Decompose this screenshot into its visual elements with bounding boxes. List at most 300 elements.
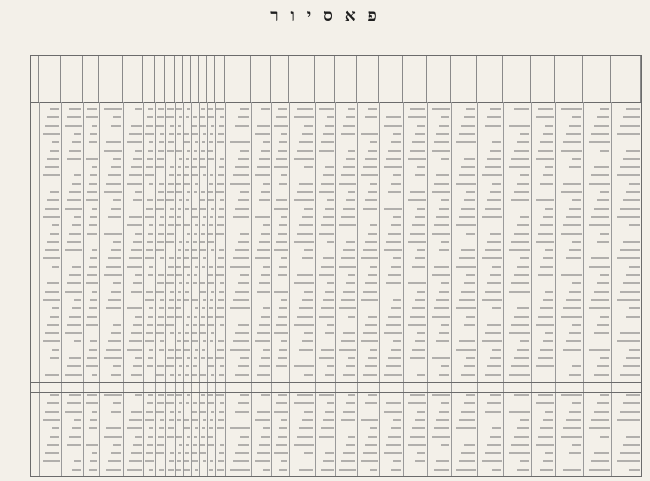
print-mark (218, 419, 224, 421)
print-mark (492, 307, 501, 309)
print-mark (361, 340, 378, 342)
print-mark (543, 174, 554, 176)
print-mark (441, 158, 449, 160)
print-mark (274, 208, 288, 210)
print-mark (600, 108, 610, 110)
print-mark (346, 365, 356, 367)
print-mark (597, 324, 610, 326)
print-mark (65, 374, 82, 376)
column-rule (165, 102, 166, 476)
print-mark (200, 116, 205, 118)
print-mark (52, 224, 60, 226)
print-mark (297, 316, 314, 318)
print-mark (259, 324, 270, 326)
print-mark (240, 233, 249, 235)
print-mark (87, 108, 97, 110)
print-mark (216, 316, 224, 318)
print-mark (217, 266, 224, 268)
print-mark (297, 274, 314, 276)
print-mark (146, 208, 154, 210)
print-mark (343, 291, 355, 293)
print-mark (536, 241, 554, 243)
print-mark (323, 257, 334, 259)
print-mark (200, 125, 206, 127)
print-mark (327, 116, 334, 118)
print-mark (86, 116, 98, 118)
print-mark (594, 374, 609, 376)
print-mark (441, 116, 449, 118)
print-mark (185, 291, 189, 293)
print-mark (149, 349, 153, 351)
print-mark (217, 224, 224, 226)
print-mark (170, 125, 174, 127)
print-mark (210, 419, 214, 421)
print-mark (299, 224, 313, 226)
print-mark (146, 125, 154, 127)
print-mark (386, 241, 402, 243)
print-mark (177, 340, 181, 342)
print-mark (363, 166, 377, 168)
print-mark (545, 166, 553, 168)
print-mark (69, 108, 81, 110)
print-mark (626, 316, 640, 318)
print-mark (540, 349, 553, 351)
print-mark (441, 241, 449, 243)
print-mark (156, 166, 164, 168)
header-cell (289, 56, 315, 102)
print-mark (327, 324, 334, 326)
print-mark (620, 166, 640, 168)
print-mark (169, 460, 174, 462)
print-mark (210, 299, 214, 301)
print-mark (323, 419, 334, 421)
print-mark (368, 436, 378, 438)
print-mark (459, 340, 476, 342)
print-mark (255, 174, 270, 176)
print-mark (393, 460, 401, 462)
print-mark (184, 340, 189, 342)
print-mark (217, 183, 224, 185)
print-mark (240, 108, 249, 110)
print-mark (208, 365, 214, 367)
print-mark (160, 257, 164, 259)
print-mark (131, 452, 142, 454)
print-mark (113, 324, 121, 326)
print-mark (591, 299, 609, 301)
print-mark (589, 349, 610, 351)
print-mark (321, 469, 334, 471)
print-mark (348, 394, 356, 396)
print-mark (408, 199, 426, 201)
print-mark (487, 241, 501, 243)
print-mark (179, 158, 182, 160)
print-mark (536, 365, 554, 367)
print-mark (297, 436, 314, 438)
print-mark (145, 299, 154, 301)
print-mark (492, 183, 501, 185)
print-mark (572, 402, 582, 404)
print-mark (145, 419, 154, 421)
print-mark (209, 141, 213, 143)
print-mark (201, 394, 205, 396)
print-mark (459, 257, 476, 259)
print-mark (255, 419, 270, 421)
print-mark (135, 233, 142, 235)
print-mark (600, 357, 610, 359)
print-mark (87, 274, 97, 276)
print-mark (220, 402, 224, 404)
print-mark (629, 183, 640, 185)
print-mark (591, 174, 609, 176)
print-mark (464, 402, 476, 404)
print-mark (456, 427, 476, 429)
print-mark (363, 452, 377, 454)
print-mark (461, 374, 475, 376)
print-mark (74, 216, 82, 218)
print-mark (384, 332, 402, 334)
header-cell (39, 56, 61, 102)
print-mark (321, 224, 334, 226)
print-mark (209, 224, 213, 226)
print-mark (461, 125, 475, 127)
print-mark (208, 402, 214, 404)
print-mark (169, 216, 174, 218)
print-mark (208, 444, 214, 446)
print-mark (219, 166, 224, 168)
print-mark (195, 349, 198, 351)
print-mark (572, 199, 582, 201)
print-mark (72, 224, 82, 226)
print-mark (520, 133, 530, 135)
print-mark (257, 374, 270, 376)
print-mark (156, 249, 164, 251)
print-mark (482, 257, 502, 259)
print-mark (89, 224, 98, 226)
print-mark (441, 199, 449, 201)
column-rule (451, 102, 452, 476)
print-mark (545, 452, 553, 454)
print-mark (276, 324, 288, 326)
print-mark (569, 166, 582, 168)
print-mark (339, 266, 356, 268)
print-mark (129, 216, 142, 218)
print-mark (218, 340, 224, 342)
print-mark (520, 419, 530, 421)
print-mark (302, 340, 314, 342)
header-cell (271, 56, 289, 102)
print-mark (436, 419, 449, 421)
print-mark (492, 427, 501, 429)
print-mark (89, 427, 98, 429)
print-mark (240, 436, 249, 438)
print-mark (597, 282, 610, 284)
print-mark (203, 216, 206, 218)
print-mark (348, 191, 356, 193)
print-mark (327, 402, 334, 404)
print-mark (200, 241, 205, 243)
print-mark (459, 460, 476, 462)
print-mark (219, 452, 224, 454)
print-mark (202, 266, 206, 268)
print-mark (203, 299, 206, 301)
print-mark (572, 158, 582, 160)
print-mark (456, 141, 476, 143)
print-mark (294, 199, 314, 201)
column-rule (357, 102, 358, 476)
print-mark (202, 307, 206, 309)
print-mark (129, 257, 142, 259)
print-mark (363, 332, 377, 334)
print-mark (148, 357, 153, 359)
print-mark (543, 257, 554, 259)
print-mark (167, 274, 174, 276)
print-mark (391, 427, 402, 429)
print-mark (184, 469, 190, 471)
print-mark (240, 191, 249, 193)
print-mark (436, 340, 449, 342)
print-mark (259, 158, 270, 160)
print-mark (187, 316, 190, 318)
print-mark (563, 427, 581, 429)
print-mark (211, 249, 214, 251)
header-cell (531, 56, 555, 102)
print-mark (365, 241, 377, 243)
print-mark (263, 307, 270, 309)
print-mark (186, 402, 190, 404)
print-mark (594, 411, 609, 413)
print-mark (543, 340, 554, 342)
print-mark (302, 419, 314, 421)
total-row (31, 382, 641, 393)
print-mark (235, 166, 249, 168)
print-mark (230, 266, 250, 268)
print-mark (74, 133, 82, 135)
print-mark (192, 411, 197, 413)
print-mark (203, 133, 206, 135)
print-mark (233, 216, 250, 218)
print-mark (157, 241, 164, 243)
print-mark (276, 365, 288, 367)
header-cell (31, 56, 39, 102)
print-mark (111, 411, 122, 413)
print-mark (540, 266, 553, 268)
print-mark (108, 299, 121, 301)
print-mark (485, 249, 502, 251)
print-mark (514, 357, 529, 359)
print-mark (184, 427, 190, 429)
print-mark (147, 241, 154, 243)
print-mark (104, 150, 122, 152)
header-cell (583, 56, 611, 102)
print-mark (384, 125, 402, 127)
print-mark (279, 349, 287, 351)
print-mark (238, 116, 250, 118)
print-mark (302, 299, 314, 301)
print-mark (158, 150, 164, 152)
print-mark (201, 150, 205, 152)
print-mark (461, 411, 475, 413)
print-mark (167, 316, 174, 318)
print-mark (276, 116, 288, 118)
print-mark (461, 249, 475, 251)
print-mark (346, 402, 356, 404)
print-mark (200, 411, 206, 413)
print-mark (129, 460, 142, 462)
print-mark (106, 469, 122, 471)
print-mark (600, 316, 610, 318)
print-mark (178, 411, 182, 413)
print-mark (514, 316, 529, 318)
print-mark (211, 291, 214, 293)
print-mark (485, 291, 502, 293)
print-mark (168, 141, 174, 143)
print-mark (623, 282, 640, 284)
print-mark (169, 133, 174, 135)
print-mark (509, 374, 530, 376)
print-mark (341, 257, 355, 259)
header-cell (611, 56, 641, 102)
print-mark (466, 357, 475, 359)
print-mark (113, 444, 121, 446)
print-mark (129, 419, 142, 421)
print-mark (200, 249, 206, 251)
print-mark (106, 349, 122, 351)
print-mark (436, 299, 449, 301)
print-mark (261, 394, 270, 396)
print-mark (456, 183, 476, 185)
print-mark (72, 141, 82, 143)
print-mark (594, 125, 609, 127)
column-rule (155, 102, 156, 476)
column-rule (611, 102, 612, 476)
print-mark (412, 141, 425, 143)
print-mark (393, 419, 401, 421)
print-mark (235, 249, 249, 251)
print-mark (410, 394, 426, 396)
print-mark (170, 411, 174, 413)
print-mark (432, 394, 450, 396)
header-cell (143, 56, 155, 102)
print-mark (325, 411, 334, 413)
print-mark (591, 460, 609, 462)
print-mark (167, 191, 174, 193)
print-mark (90, 460, 97, 462)
print-mark (47, 241, 59, 243)
print-mark (148, 150, 153, 152)
print-mark (441, 444, 449, 446)
print-mark (276, 158, 288, 160)
print-mark (238, 324, 250, 326)
print-mark (319, 357, 334, 359)
print-mark (255, 460, 270, 462)
print-mark (281, 340, 287, 342)
print-mark (514, 274, 529, 276)
print-mark (517, 469, 530, 471)
print-mark (255, 216, 270, 218)
print-mark (157, 199, 164, 201)
print-mark (304, 208, 313, 210)
print-mark (415, 340, 426, 342)
print-mark (263, 427, 270, 429)
print-mark (104, 191, 122, 193)
print-mark (517, 141, 530, 143)
print-mark (148, 108, 153, 110)
print-mark (517, 183, 530, 185)
column-rule (251, 102, 252, 476)
column-rule (335, 102, 336, 476)
print-mark (50, 233, 60, 235)
print-mark (156, 332, 164, 334)
print-mark (200, 452, 206, 454)
print-mark (365, 444, 377, 446)
print-mark (432, 436, 450, 438)
print-mark (410, 150, 426, 152)
print-mark (563, 224, 581, 226)
print-mark (485, 125, 502, 127)
print-mark (43, 460, 60, 462)
print-mark (566, 216, 581, 218)
print-mark (561, 316, 582, 318)
print-mark (208, 241, 214, 243)
print-mark (178, 166, 182, 168)
print-mark (417, 166, 425, 168)
column-rule (83, 102, 84, 476)
print-mark (388, 233, 401, 235)
print-mark (187, 150, 190, 152)
print-mark (361, 299, 378, 301)
print-mark (129, 133, 142, 135)
print-mark (194, 191, 198, 193)
print-mark (279, 266, 287, 268)
print-mark (487, 402, 501, 404)
print-mark (193, 365, 197, 367)
print-mark (623, 241, 640, 243)
print-mark (217, 141, 224, 143)
print-mark (113, 402, 121, 404)
print-mark (146, 249, 154, 251)
header-cell (403, 56, 427, 102)
print-mark (157, 282, 164, 284)
print-mark (184, 266, 190, 268)
print-mark (319, 316, 334, 318)
print-mark (538, 436, 554, 438)
print-mark (319, 150, 334, 152)
print-mark (365, 282, 377, 284)
print-mark (145, 216, 154, 218)
print-mark (368, 150, 378, 152)
print-mark (104, 436, 122, 438)
print-mark (319, 108, 334, 110)
header-cell (357, 56, 379, 102)
print-mark (415, 257, 426, 259)
print-mark (386, 365, 402, 367)
print-mark (127, 349, 142, 351)
print-mark (572, 324, 582, 326)
print-mark (545, 291, 553, 293)
print-mark (104, 233, 122, 235)
print-mark (209, 427, 213, 429)
print-mark (417, 374, 425, 376)
print-mark (216, 357, 224, 359)
print-mark (200, 402, 205, 404)
print-mark (304, 374, 313, 376)
print-mark (370, 266, 378, 268)
print-mark (233, 460, 250, 462)
print-mark (545, 208, 553, 210)
print-mark (281, 419, 287, 421)
print-mark (200, 199, 205, 201)
print-mark (131, 125, 142, 127)
